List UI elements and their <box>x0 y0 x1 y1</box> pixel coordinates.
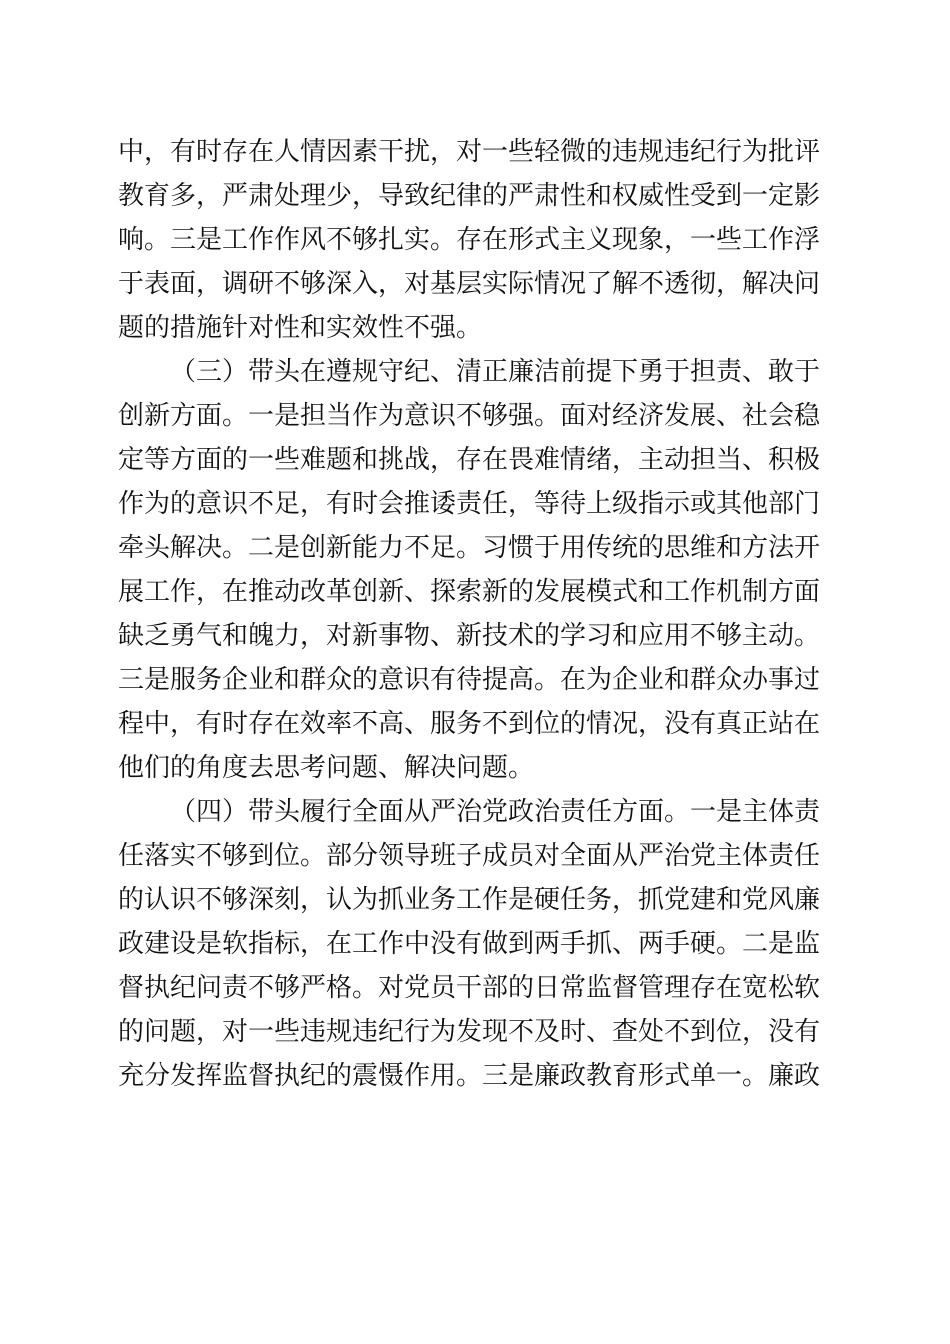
text-line: 作为的意识不足，有时会推诿责任，等待上级指示或其他部门 <box>118 489 821 519</box>
text-line: 程中，有时存在效率不高、服务不到位的情况，没有真正站在 <box>118 709 821 739</box>
section-heading-line: （四）带头履行全面从严治党政治责任方面。一是主体责 <box>170 797 821 827</box>
text-line: 充分发挥监督执纪的震慑作用。三是廉政教育形式单一。廉政 <box>118 1061 821 1091</box>
text-line: 的认识不够深刻，认为抓业务工作是硬任务，抓党建和党风廉 <box>118 885 821 915</box>
text-line: 政建设是软指标，在工作中没有做到两手抓、两手硬。二是监 <box>118 929 821 959</box>
text-line: 三是服务企业和群众的意识有待提高。在为企业和群众办事过 <box>118 665 821 695</box>
text-line: 定等方面的一些难题和挑战，存在畏难情绪，主动担当、积极 <box>118 445 821 475</box>
document-page <box>118 130 821 1098</box>
text-line: 他们的角度去思考问题、解决问题。 <box>118 753 535 783</box>
text-line: 督执纪问责不够严格。对党员干部的日常监督管理存在宽松软 <box>118 973 821 1003</box>
text-line: 的问题，对一些违规违纪行为发现不及时、查处不到位，没有 <box>118 1017 821 1047</box>
text-line: 展工作，在推动改革创新、探索新的发展模式和工作机制方面 <box>118 577 821 607</box>
text-line: 于表面，调研不够深入，对基层实际情况了解不透彻，解决问 <box>118 269 821 299</box>
text-line: 中，有时存在人情因素干扰，对一些轻微的违规违纪行为批评 <box>118 137 821 167</box>
section-heading-line: （三）带头在遵规守纪、清正廉洁前提下勇于担责、敢于 <box>170 357 821 387</box>
text-line: 响。三是工作作风不够扎实。存在形式主义现象，一些工作浮 <box>118 225 821 255</box>
text-line: 教育多，严肃处理少，导致纪律的严肃性和权威性受到一定影 <box>118 181 821 211</box>
text-line: 牵头解决。二是创新能力不足。习惯于用传统的思维和方法开 <box>118 533 821 563</box>
text-line: 任落实不够到位。部分领导班子成员对全面从严治党主体责任 <box>118 841 821 871</box>
text-line: 缺乏勇气和魄力，对新事物、新技术的学习和应用不够主动。 <box>118 621 821 651</box>
text-line: 创新方面。一是担当作为意识不够强。面对经济发展、社会稳 <box>118 401 821 431</box>
text-line: 题的措施针对性和实效性不强。 <box>118 313 483 343</box>
